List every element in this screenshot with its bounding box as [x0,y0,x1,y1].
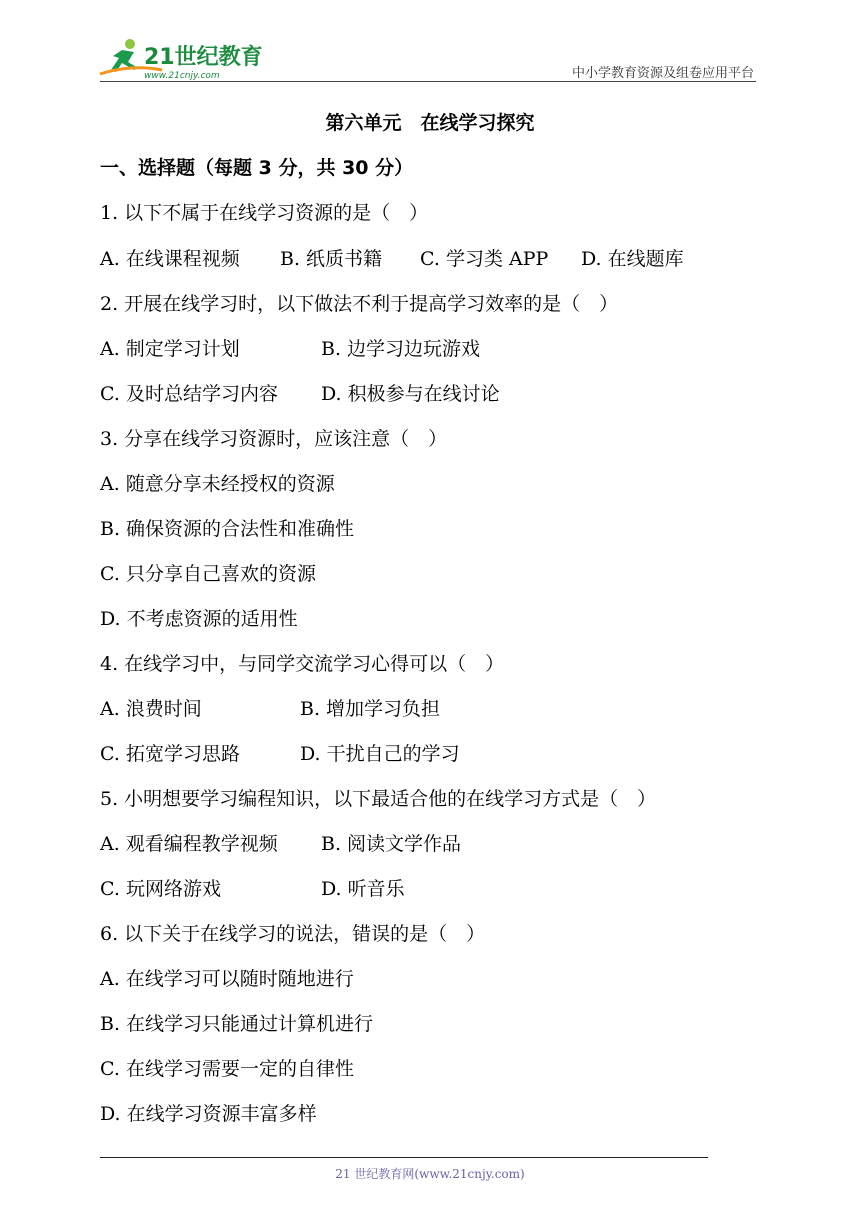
question-5-stem: 5. 小明想要学习编程知识，以下最适合他的在线学习方式是（ ） [100,788,657,810]
q3-option-b: B. 确保资源的合法性和准确性 [100,518,355,540]
site-logo [92,34,292,82]
q4-option-a: A. 浪费时间 [100,698,202,720]
q3-option-c: C. 只分享自己喜欢的资源 [100,563,316,585]
footer-divider [100,1157,708,1158]
q6-option-a: A. 在线学习可以随时随地进行 [100,968,354,990]
q3-option-d: D. 不考虑资源的适用性 [100,608,298,630]
header-divider [100,81,756,82]
q6-option-d: D. 在线学习资源丰富多样 [100,1103,317,1125]
header-platform-text: 中小学教育资源及组卷应用平台 [571,66,754,81]
logo-text: 21世纪教育 [144,45,263,70]
q3-option-a: A. 随意分享未经授权的资源 [100,473,335,495]
q5-option-a: A. 观看编程教学视频 [100,833,278,855]
question-6-stem: 6. 以下关于在线学习的说法，错误的是（ ） [100,923,486,945]
q6-option-c: C. 在线学习需要一定的自律性 [100,1058,354,1080]
q4-option-d: D. 干扰自己的学习 [300,743,460,765]
question-3-stem: 3. 分享在线学习资源时，应该注意（ ） [100,428,448,450]
q2-option-a: A. 制定学习计划 [100,338,240,360]
q4-option-b: B. 增加学习负担 [300,698,441,720]
question-2-stem: 2. 开展在线学习时，以下做法不利于提高学习效率的是（ ） [100,293,619,315]
q5-option-d: D. 听音乐 [321,878,405,900]
q2-option-c: C. 及时总结学习内容 [100,383,278,405]
footer-text: 21 世纪教育网(www.21cnjy.com) [335,1167,525,1181]
q6-option-b: B. 在线学习只能通过计算机进行 [100,1013,374,1035]
question-1-stem: 1. 以下不属于在线学习资源的是（ ） [100,202,429,224]
section-heading: 一、选择题（每题 3 分，共 30 分） [100,157,414,179]
q4-option-c: C. 拓宽学习思路 [100,743,240,765]
q5-option-b: B. 阅读文学作品 [321,833,462,855]
q2-option-d: D. 积极参与在线讨论 [321,383,500,405]
q1-option-b: B. 纸质书籍 [280,248,383,270]
q1-option-d: D. 在线题库 [581,248,684,270]
q2-option-b: B. 边学习边玩游戏 [321,338,481,360]
page-title: 第六单元 在线学习探究 [325,112,535,134]
q1-option-a: A. 在线课程视频 [100,248,240,270]
q1-option-c: C. 学习类 APP [420,248,549,270]
question-4-stem: 4. 在线学习中，与同学交流学习心得可以（ ） [100,653,505,675]
logo-url: www.21cnjy.com [144,71,220,81]
q5-option-c: C. 玩网络游戏 [100,878,221,900]
